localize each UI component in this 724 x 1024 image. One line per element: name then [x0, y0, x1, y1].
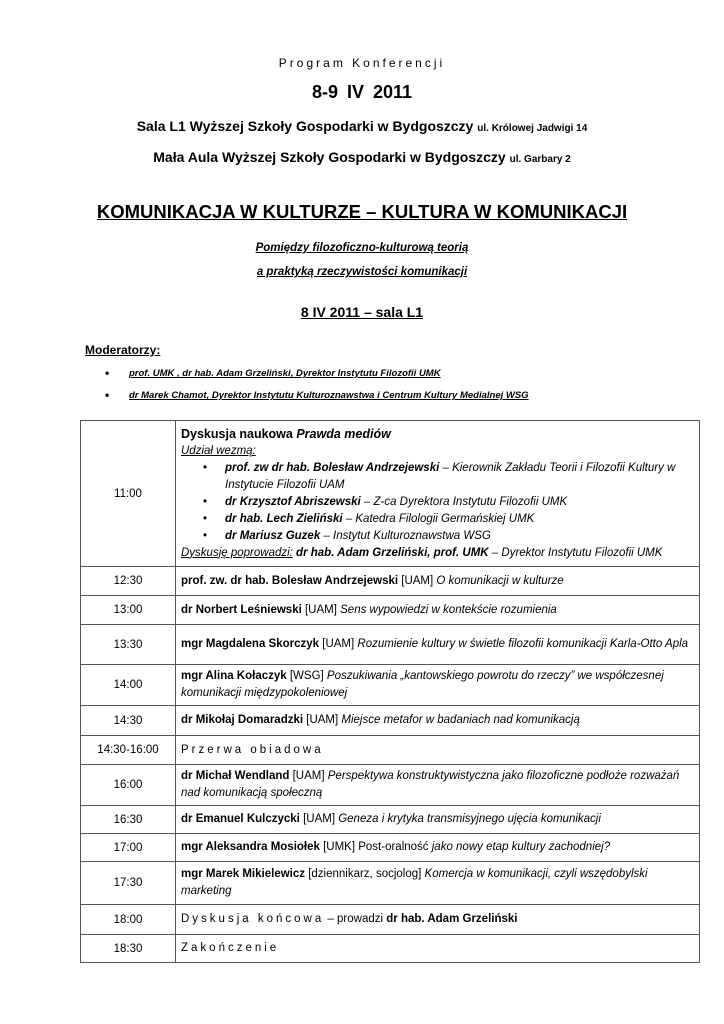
speaker-affiliation: [UAM]	[398, 574, 437, 587]
speaker-affiliation: [UMK] Post-oralność	[319, 841, 432, 853]
subtitle-line-1: Pomiędzy filozoficzno-kulturową teorią	[255, 242, 469, 254]
speaker-name: prof. zw. dr hab. Bolesław Andrzejewski	[181, 574, 399, 587]
host-line	[181, 545, 694, 562]
time-cell: 17:00	[81, 834, 176, 862]
day-heading: 8 IV 2011 – sala L1	[300, 304, 424, 320]
talk-title: Sens wypowiedzi w kontekście rozumienia	[340, 603, 557, 616]
table-row	[81, 736, 700, 765]
talk-title: Perspektywa konstruktywistyczna jako filozoficzne podłoże rozważań nad komunikacją społeczną	[181, 770, 680, 799]
talk-cell	[176, 665, 700, 706]
table-row	[81, 706, 700, 736]
table-row	[81, 596, 700, 625]
talk-cell	[176, 806, 700, 834]
participant-name: dr Krzysztof Abriszewski	[225, 495, 361, 508]
table-row	[81, 421, 700, 567]
venue-1-name: Sala L1 Wyższej Szkoły Gospodarki w Bydgoszczy	[136, 118, 474, 134]
time-cell: 17:30	[81, 862, 176, 905]
table-row	[81, 834, 700, 862]
participant-role: – Katedra Filologii Germańskiej UMK	[342, 512, 535, 525]
break-cell	[176, 736, 700, 765]
time-cell: 18:30	[81, 935, 176, 963]
speaker-affiliation: [UAM]	[319, 638, 358, 650]
speaker-name: mgr Magdalena Skorczyk	[181, 638, 320, 650]
conference-title: KOMUNIKACJA W KULTURZE – KULTURA W KOMUNIKACJI	[96, 201, 628, 222]
table-row	[81, 806, 700, 834]
venue-line-2	[0, 149, 724, 165]
closing-discussion-cell	[176, 905, 700, 935]
speaker-name: dr Norbert Leśniewski	[181, 603, 302, 616]
venue-1-address: ul. Królowej Jadwigi 14	[477, 123, 588, 134]
speaker-affiliation: [WSG]	[286, 670, 327, 682]
talk-title: Geneza i krytyka transmisyjnego ujęcia komunikacji	[338, 813, 601, 825]
time-cell: 13:30	[81, 625, 176, 665]
talk-title: O komunikacji w kulturze	[436, 574, 564, 587]
table-row	[81, 862, 700, 905]
talk-title: Rozumienie kultury w świetle filozofii komunikacji Karla-Otto Apla	[357, 638, 689, 650]
speaker-affiliation: [UAM]	[303, 714, 342, 726]
talk-cell	[176, 765, 700, 806]
speaker-affiliation: [UAM]	[289, 770, 328, 782]
talk-cell	[176, 567, 700, 596]
speaker-affiliation: [UAM]	[299, 813, 339, 825]
participants-list	[181, 460, 694, 545]
talk-title: jako nowy etap kultury zachodniej?	[431, 841, 611, 853]
participant-name: prof. zw dr hab. Bolesław Andrzejewski	[225, 461, 440, 474]
participant-role: – Kierownik Zakładu Teorii i Filozofii Kultury w Instytucie Filozofii UAM	[225, 461, 676, 491]
venue-2-address: ul. Garbary 2	[509, 154, 571, 165]
subtitle-line-2: a praktyką rzeczywistości komunikacji	[256, 266, 468, 278]
program-eyebrow: Program Konferencji	[278, 56, 446, 70]
moderators-list	[105, 367, 529, 411]
table-row	[81, 625, 700, 665]
moderators-heading: Moderatorzy:	[85, 343, 161, 357]
speaker-affiliation: [UAM]	[301, 603, 341, 616]
time-cell: 13:00	[81, 596, 176, 625]
host-role: – Dyrektor Instytutu Filozofii UMK	[488, 546, 663, 559]
participants-label: Udział wezmą:	[181, 444, 256, 457]
venue-2-name: Mała Aula Wyższej Szkoły Gospodarki w Bydgoszczy	[153, 149, 506, 165]
time-cell: 12:30	[81, 567, 176, 596]
speaker-name: dr Michał Wendland	[181, 770, 290, 782]
closing-discussion-label: Dyskusja końcowa	[181, 913, 325, 925]
panel-title	[181, 426, 694, 443]
participant-name: dr Mariusz Guzek	[225, 529, 321, 542]
talk-title: Miejsce metafor w badaniach nad komunikacją	[341, 714, 580, 726]
speaker-name: mgr Aleksandra Mosiołek	[181, 841, 320, 853]
panel-title-italic: Prawda mediów	[296, 426, 391, 441]
participant-item	[203, 528, 694, 545]
speaker-name: dr Emanuel Kulczycki	[181, 813, 300, 825]
moderator-item: • prof. UMK , dr hab. Adam Grzeliński, Dyrektor Instytutu Filozofii UMK	[105, 367, 529, 389]
participant-item	[203, 494, 694, 511]
participant-role: – Z-ca Dyrektora Instytutu Filozofii UMK	[360, 495, 568, 508]
moderator-item: • dr Marek Chamot, Dyrektor Instytutu Kulturoznawstwa i Centrum Kultury Medialnej WSG	[105, 389, 529, 411]
conference-dates: 8-9 IV 2011	[311, 82, 413, 102]
time-cell: 14:00	[81, 665, 176, 706]
closing-cell	[176, 935, 700, 963]
panel-title-plain: Dyskusja naukowa	[181, 426, 297, 441]
break-label: Przerwa obiadowa	[181, 743, 324, 756]
speaker-name: mgr Alina Kołaczyk	[181, 670, 287, 682]
talk-cell	[176, 834, 700, 862]
host-label: Dyskusję poprowadzi:	[181, 546, 293, 559]
table-row	[81, 665, 700, 706]
speaker-affiliation: [dziennikarz, socjolog]	[305, 868, 425, 880]
participant-role: – Instytut Kulturoznawstwa WSG	[320, 529, 491, 542]
talk-title: Poszukiwania „kantowskiego powrotu do rzeczy” we współczesnej komunikacji międzypokoleniowej	[181, 670, 664, 699]
table-row	[81, 567, 700, 596]
closing-label: Zakończenie	[181, 942, 280, 954]
participant-item	[203, 460, 694, 494]
talk-title: Komercja w komunikacji, czyli wszędobylski marketing	[181, 868, 648, 897]
program-table	[80, 420, 700, 963]
talk-cell	[176, 625, 700, 665]
participant-item	[203, 511, 694, 528]
talk-cell	[176, 862, 700, 905]
panel-cell	[176, 421, 700, 567]
participant-name: dr hab. Lech Zieliński	[225, 512, 343, 525]
host-name: dr hab. Adam Grzeliński, prof. UMK	[292, 546, 489, 559]
venue-line-1	[0, 118, 724, 134]
time-cell: 16:30	[81, 806, 176, 834]
speaker-name: mgr Marek Mikielewicz	[181, 868, 305, 880]
table-row	[81, 935, 700, 963]
closing-discussion-mid: – prowadzi	[324, 913, 387, 925]
table-row	[81, 765, 700, 806]
talk-cell	[176, 596, 700, 625]
time-cell: 16:00	[81, 765, 176, 806]
closing-discussion-host: dr hab. Adam Grzeliński	[386, 913, 518, 925]
time-cell: 14:30-16:00	[81, 736, 176, 765]
time-cell: 18:00	[81, 905, 176, 935]
time-cell: 11:00	[81, 421, 176, 567]
table-row	[81, 905, 700, 935]
time-cell: 14:30	[81, 706, 176, 736]
talk-cell	[176, 706, 700, 736]
speaker-name: dr Mikołaj Domaradzki	[181, 714, 304, 726]
